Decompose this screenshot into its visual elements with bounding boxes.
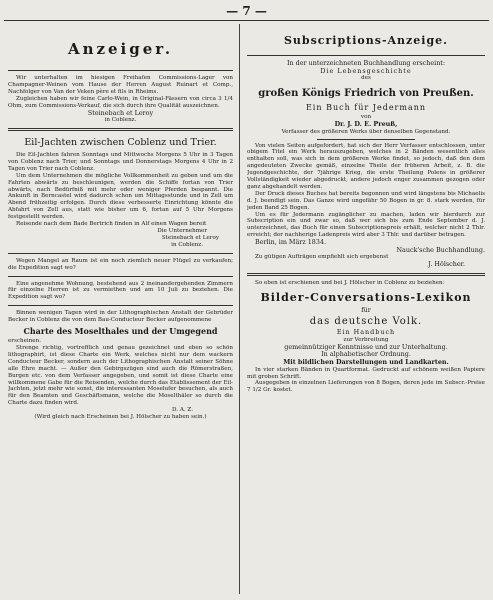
charte-footer: (Wird gleich nach Erscheinen bei J. Hölscher zu haben sein.) bbox=[34, 414, 207, 421]
volk-line: das deutsche Volk. bbox=[309, 316, 423, 328]
top-rule bbox=[4, 20, 489, 21]
piano-notice: Wegen Mangel an Raum ist ein noch ziemlich neuer Flügel zu verkaufen; die Expedition sagt wo? bbox=[8, 257, 233, 271]
champagne-signature: Steinebach et Leroy bbox=[87, 108, 154, 117]
champagne-ad bbox=[8, 75, 233, 124]
divider bbox=[8, 70, 233, 71]
lebensgeschichte-line: Die Lebensgeschichte bbox=[320, 66, 412, 75]
champagne-text-2: Zugleichen haben wir feine Carlo-Wein, in Original-Fässern von circa 3 1/4 Ohm, zum Commissions-Verkauf, die sich durch ihre Qualität auszeichnen. bbox=[8, 95, 233, 109]
subscription-body-3: Um es für Jedermann zugänglicher zu machen, laden wir hierdurch zur Subscription ein und zwar so, daß wer sich bis zum Ende September d. J. unterzeichnet, das Buch für einen Subscriptionspreis erhält, welcher nicht 2 Thlr. erreicht; der nachherige Ladenpreis wird aber 3 Thlr. und darüber betragen. bbox=[247, 211, 485, 239]
book-title: großen Königs Friedrich von Preußen. bbox=[258, 88, 474, 100]
charte-signature: D. A. Z. bbox=[171, 407, 193, 414]
champagne-text: Wir unterhalten im hiesigen Freihafen Commissions-Lager von Champagner-Weinen vom Hause der Herren August Ruinart et Comp., Nachfolger von Van der Veken père et fils in Rheims. bbox=[8, 75, 233, 95]
charte-title: Charte des Moselthales und der Umgegend bbox=[23, 326, 218, 337]
eiljacht-p3: Reisende nach dem Bade Bertrich finden in Alf einen Wagen bereit bbox=[16, 221, 207, 228]
page-number: — 7 — bbox=[226, 4, 267, 18]
subscription-intro: In der unterzeichneten Buchhandlung erscheint: bbox=[286, 59, 446, 67]
charte-intro: Binnen wenigen Tagen wird in der Lithographischen Anstalt der Gebrüder Becker in Coblenz die von dem Bau-Conducteur Becker aufgenommene bbox=[8, 310, 233, 324]
eiljacht-sig1: Die Unternehmer bbox=[157, 228, 207, 234]
divider bbox=[247, 55, 485, 56]
eiljacht-ad bbox=[8, 137, 233, 249]
handbuch-line: Ein Handbuch bbox=[336, 328, 396, 337]
von-line: von bbox=[360, 114, 372, 121]
right-column bbox=[247, 24, 485, 596]
des-line: des bbox=[361, 75, 371, 82]
eiljacht-title: Eil-Jachten zwischen Coblenz und Trier. bbox=[24, 137, 217, 149]
book-subtitle: Ein Buch für Jedermann bbox=[305, 103, 427, 113]
left-column bbox=[8, 24, 233, 596]
subscription-date: Berlin, im März 1834. bbox=[255, 238, 327, 247]
subscription-title: Subscriptions-Anzeige. bbox=[283, 34, 449, 47]
charte-body: Strenge richtig, vortrefflich und genau gezeichnet und eben so schön lithographirt, ist diese Charte ein Werk, welches nicht nur dem wackern Conducteur Becker, sondern auch der Lithographischen Anstalt seiner Söhne alle Ehre macht. — Außer den Gebirgszügen sind auch die Römerstraßen, Burgen etc. von dem Verfasser angegeben, und somit ist diese Charte eine willkommene Gabe für die Reisenden, welche durch das Etablissement der Eil-Jachten, jetzt mehr wie sonst, die interessanten Moselufer besuchen, als auch für den Beamten und Geschäftsmann, welche die Moselthäler so durch die Charte dazu finden wird. bbox=[8, 344, 233, 407]
subscription-ad bbox=[247, 60, 485, 269]
eiljacht-p2: Um dem Unternehmen die mögliche Vollkommenheit zu geben und um die Fahrten abwärts zu beschleunigen, werden die Schiffe fortan von Trier abwärts, nach Bedürfniß mit mehr oder weniger Pferden bespannt. Die Ankunft in Berncastel wird dadurch schon um Mittagsstunde und in Zell um Abend frühzeitig erfolgen. Durch diese verbesserte Einrichtung könnte die Abfahrt von Zell aus, statt wie bisher um 6, fortan auf 5 Uhr Morgens festgestellt werden. bbox=[8, 172, 233, 221]
publisher-name: Nauck'sche Buchhandlung. bbox=[396, 245, 485, 254]
signer-name: J. Hölscher. bbox=[428, 260, 465, 269]
subscription-body-1: Von vielen Seiten aufgefordert, hat sich der Herr Verfasser entschlossen, unter obigem Titel ein Werk herauszugeben, welches in 2 Bänden wesentlich alles enthalten soll, was sich in dem größeren Werke findet, so jedoch, daß den dem angedeuteten Zwecke gemäß, einzelne Theile der früheren Arbeit, z. B. die Jugendgeschichte, der 7jährige Krieg, die erste Theilung Polens in größerer Vollständigkeit wieder abgedruckt, andere jedoch enger zusammen gezogen oder ganz abgehandelt werden. bbox=[247, 142, 485, 190]
author-name: Dr. J. D. E. Preuß, bbox=[334, 120, 398, 128]
eiljacht-sig2: Steinebach et Leroy bbox=[161, 234, 219, 241]
volumes-line: In vier starken Bänden in Quartformat. Gedruckt auf schönem weißen Papiere mit groben Schrift. bbox=[247, 366, 485, 380]
short-divider bbox=[317, 139, 415, 140]
verbreitung-line: zur Verbreitung bbox=[343, 336, 389, 343]
divider bbox=[8, 128, 233, 131]
lexikon-intro: So eben ist erschienen und bei J. Hölscher in Coblenz zu beziehen: bbox=[255, 279, 445, 286]
delivery-line: Ausgegeben in einzelnen Lieferungen von 8 Bogen, deren jede im Subscr.-Preise 7 1/2 Gr. kostet. bbox=[247, 380, 485, 394]
fuer-line: für bbox=[361, 305, 371, 314]
divider bbox=[8, 305, 233, 306]
divider bbox=[247, 273, 485, 276]
champagne-location: in Coblenz. bbox=[104, 117, 137, 124]
divider bbox=[8, 276, 233, 277]
lexikon-ad bbox=[247, 280, 485, 394]
author-note: Verfasser des größeren Werks über denselben Gegenstand. bbox=[281, 128, 451, 135]
eiljacht-p1: Die Eil-Jachten fahren Sonntags und Mittwochs Morgens 5 Uhr in 3 Tagen von Coblenz nach Trier, und Sonntags und Donnerstags Morgens 4 Uhr in 2 Tagen von Trier nach Coblenz. bbox=[8, 152, 233, 172]
column-divider bbox=[239, 24, 240, 594]
divider bbox=[8, 253, 233, 254]
charte-erschienen: erscheinen. bbox=[8, 338, 41, 345]
subscription-body-2: Der Druck dieses Buches hat bereits begonnen und wird längstens bis Michaelis d. J. beendigt sein. Das Ganze wird ungefähr 50 Bogen in gr. 8. stark werden, für jeden Band 25 Bogen. bbox=[247, 190, 485, 211]
anzeiger-title: Anzeiger. bbox=[67, 40, 174, 58]
alphabetical-line: In alphabetischer Ordnung. bbox=[321, 350, 411, 359]
eiljacht-sig3: in Coblenz. bbox=[171, 241, 203, 248]
lexikon-title: Bilder-Conversations-Lexikon bbox=[260, 290, 472, 304]
orders-line: Zu gütigen Aufträgen empfiehlt sich ergebenst bbox=[255, 254, 389, 261]
kenntnisse-line: gemeinnütziger Kenntnisse und zur Unterhaltung. bbox=[284, 342, 448, 351]
illustrations-line: Mit bildlichen Darstellungen und Landkarten. bbox=[283, 358, 449, 367]
apartment-notice: Eine angenehme Wohnung, bestehend aus 2 ineinandergehenden Zimmern für einzelne Herren ist zu vermiethen und am 10 Juli zu beziehen. Die Expedition sagt wo? bbox=[8, 280, 233, 301]
charte-ad bbox=[8, 310, 233, 421]
